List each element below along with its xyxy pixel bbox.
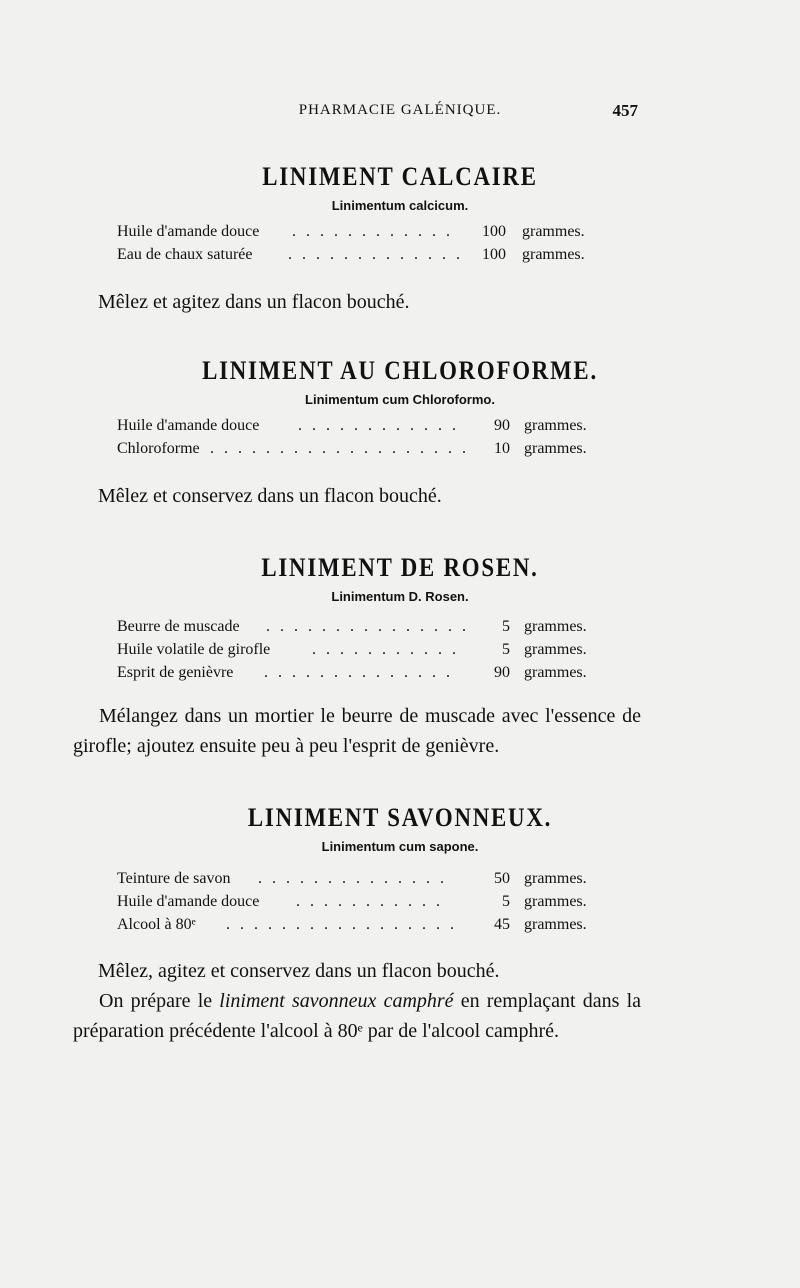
ingredient-quantity: 45: [494, 916, 510, 933]
ingredient-list: [0, 618, 800, 687]
ingredient-quantity: 90: [494, 417, 510, 434]
ingredient-name: Huile d'amande douce: [117, 893, 260, 910]
ingredient-row: [0, 870, 800, 893]
ingredient-name: Huile d'amande douce: [117, 223, 260, 240]
closing-text-before: On prépare le: [99, 990, 220, 1012]
recipe-liniment-calcaire: [0, 162, 800, 269]
ingredient-unit: grammes.: [524, 870, 587, 887]
closing-emphasis: liniment savonneux camphré: [219, 990, 454, 1012]
recipe-liniment-rosen: [0, 553, 800, 687]
ingredient-quantity: 90: [494, 664, 510, 681]
ingredient-name: Teinture de savon: [117, 870, 231, 887]
ingredient-unit: grammes.: [524, 440, 587, 457]
running-title: PHARMACIE GALÉNIQUE.: [298, 102, 502, 118]
leader-dots: . . . . . . . . . . . . . .: [264, 664, 453, 681]
recipe-instruction: Mêlez et agitez dans un flacon bouché.: [98, 291, 410, 313]
ingredient-row: [0, 417, 800, 440]
recipe-title: LINIMENT SAVONNEUX.: [247, 803, 553, 832]
recipe-instruction: Mêlez et conservez dans un flacon bouché.: [98, 485, 442, 507]
recipe-latin-name: Linimentum calcicum.: [331, 198, 469, 213]
recipe-liniment-chloroforme: [0, 356, 800, 463]
ingredient-unit: grammes.: [524, 664, 587, 681]
ingredient-unit: grammes.: [524, 417, 587, 434]
leader-dots: . . . . . . . . . . . . .: [288, 246, 463, 263]
ingredient-row: [0, 223, 800, 246]
leader-dots: . . . . . . . . . . . . . . . . .: [226, 916, 457, 933]
ingredient-unit: grammes.: [524, 893, 587, 910]
running-head: [0, 100, 800, 124]
ingredient-list: [0, 223, 800, 269]
recipe-title: LINIMENT CALCAIRE: [262, 162, 538, 191]
recipe-latin-name: Linimentum cum Chloroformo.: [305, 392, 495, 407]
ingredient-name: Esprit de genièvre: [117, 664, 234, 681]
ingredient-quantity: 5: [502, 618, 510, 635]
leader-dots: . . . . . . . . . . . . . . . . . . .: [210, 440, 469, 457]
ingredient-unit: grammes.: [522, 223, 585, 240]
ingredient-row: [0, 664, 800, 687]
recipe-title: LINIMENT DE ROSEN.: [261, 553, 539, 582]
recipe-instruction: Mélangez dans un mortier le beurre de muscade avec l'essence de girofle; ajoutez ensuite peu à peu l'esprit de genièvre.: [73, 705, 641, 757]
ingredient-row: [0, 641, 800, 664]
leader-dots: . . . . . . . . . . . .: [298, 417, 459, 434]
ingredient-quantity: 5: [502, 641, 510, 658]
ingredient-name: Alcool à 80ᵉ: [117, 916, 196, 933]
ingredient-name: Beurre de muscade: [117, 618, 240, 635]
ingredient-row: [0, 916, 800, 939]
ingredient-row: [0, 440, 800, 463]
ingredient-name: Huile volatile de girofle: [117, 641, 271, 658]
closing-paragraph: [73, 986, 641, 1046]
recipe-latin-name: Linimentum cum sapone.: [321, 839, 479, 854]
recipe-liniment-savonneux: [0, 803, 800, 939]
ingredient-row: [0, 893, 800, 916]
ingredient-name: Chloroforme: [117, 440, 200, 457]
ingredient-unit: grammes.: [522, 246, 585, 263]
leader-dots: . . . . . . . . . . .: [312, 641, 459, 658]
leader-dots: . . . . . . . . . . . . . . .: [266, 618, 469, 635]
ingredient-unit: grammes.: [524, 641, 587, 658]
ingredient-quantity: 10: [494, 440, 510, 457]
ingredient-list: [0, 417, 800, 463]
ingredient-list: [0, 870, 800, 939]
page-number: 457: [612, 101, 638, 120]
ingredient-quantity: 5: [502, 893, 510, 910]
ingredient-name: Huile d'amande douce: [117, 417, 260, 434]
ingredient-name: Eau de chaux saturée: [117, 246, 253, 263]
leader-dots: . . . . . . . . . . .: [296, 893, 443, 910]
recipe-latin-name: Linimentum D. Rosen.: [331, 589, 469, 604]
ingredient-row: [0, 246, 800, 269]
ingredient-quantity: 100: [482, 246, 506, 263]
ingredient-unit: grammes.: [524, 916, 587, 933]
recipe-title: LINIMENT AU CHLOROFORME.: [202, 356, 598, 385]
leader-dots: . . . . . . . . . . . . . .: [258, 870, 447, 887]
ingredient-quantity: 100: [482, 223, 506, 240]
recipe-instruction: Mêlez, agitez et conservez dans un flacon bouché.: [98, 960, 500, 982]
closing-text-after: en remplaçant dans la préparation précédente l'alcool à 80ᵉ par de l'alcool camphré.: [73, 990, 641, 1042]
ingredient-unit: grammes.: [524, 618, 587, 635]
ingredient-quantity: 50: [494, 870, 510, 887]
ingredient-row: [0, 618, 800, 641]
leader-dots: . . . . . . . . . . . .: [292, 223, 453, 240]
